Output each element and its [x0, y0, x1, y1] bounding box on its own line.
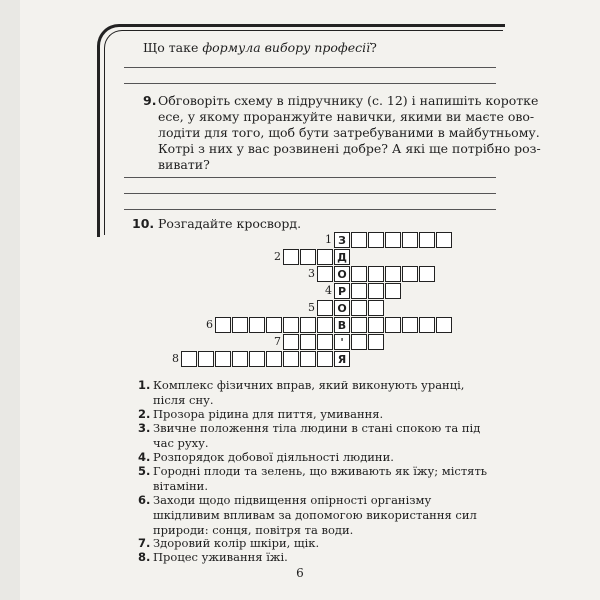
crossword-cell[interactable] [266, 317, 282, 333]
task-10-number: 10. [132, 216, 155, 231]
crossword-cell[interactable] [181, 351, 197, 367]
crossword-clue [138, 407, 500, 422]
crossword-word-number: 2 [274, 250, 281, 263]
crossword-word-number: 7 [274, 335, 281, 348]
crossword-cell[interactable] [300, 334, 316, 350]
clue-number: 1. [138, 378, 151, 392]
clue-number: 5. [138, 464, 151, 478]
crossword-cell[interactable] [385, 283, 401, 299]
crossword-cell[interactable] [300, 351, 316, 367]
clue-text: Городні плоди та зелень, що вживають як їжу; містять вітаміни. [153, 464, 488, 493]
crossword-clue [138, 464, 500, 494]
crossword-cell[interactable] [402, 266, 418, 282]
crossword-cell[interactable] [232, 351, 248, 367]
clue-text: Прозора рідина для пиття, умивання. [153, 407, 384, 421]
answer-line [124, 209, 496, 210]
crossword-cell[interactable] [198, 351, 214, 367]
clue-text: Розпорядок добової діяльності людини. [153, 450, 394, 464]
crossword-key-letter: ' [334, 334, 350, 350]
crossword-cell[interactable] [317, 317, 333, 333]
clue-number: 8. [138, 550, 151, 564]
crossword-cell[interactable] [232, 317, 248, 333]
crossword-cell[interactable] [300, 249, 316, 265]
crossword-cell[interactable] [249, 317, 265, 333]
crossword-cell[interactable] [385, 232, 401, 248]
crossword-cell[interactable] [283, 317, 299, 333]
crossword-cell[interactable] [351, 334, 367, 350]
crossword-cell[interactable] [351, 300, 367, 316]
task-9-number: 9. [143, 93, 157, 108]
crossword-cell[interactable] [215, 317, 231, 333]
crossword-cell[interactable] [368, 283, 384, 299]
crossword-cell[interactable] [317, 300, 333, 316]
crossword-cell[interactable] [419, 317, 435, 333]
page-number: 6 [296, 566, 304, 580]
crossword-clue [138, 536, 500, 551]
answer-line [124, 177, 496, 178]
crossword-cell[interactable] [351, 317, 367, 333]
clue-number: 6. [138, 493, 151, 507]
clue-text: Заходи щодо підвищення опірності організму шкідливим впливам за допомогою використання сил природи: сонця, повітря та води. [153, 493, 477, 537]
clue-number: 7. [138, 536, 151, 550]
crossword-clue [138, 550, 500, 565]
crossword-word-number: 5 [308, 301, 315, 314]
crossword-cell[interactable] [351, 266, 367, 282]
crossword-key-letter: Р [334, 283, 350, 299]
crossword-cell[interactable] [351, 232, 367, 248]
crossword-clue [138, 450, 500, 465]
task-9-line-3: лодіти для того, щоб бути затребуваними в майбутньому. [158, 125, 540, 140]
crossword-cell[interactable] [368, 266, 384, 282]
crossword-cell[interactable] [317, 249, 333, 265]
clue-text: Здоровий колір шкіри, щік. [153, 536, 320, 550]
task-9-line-4: Котрі з них у вас розвинені добре? А які ще потрібно роз- [158, 141, 541, 156]
crossword-cell[interactable] [368, 334, 384, 350]
crossword-cell[interactable] [385, 266, 401, 282]
crossword-cell[interactable] [283, 334, 299, 350]
task-9-line-5: вивати? [158, 157, 210, 172]
clue-number: 2. [138, 407, 151, 421]
clue-text: Комплекс фізичних вправ, який виконують уранці, після сну. [153, 378, 465, 407]
crossword-cell[interactable] [419, 232, 435, 248]
crossword-cell[interactable] [436, 317, 452, 333]
answer-line [124, 67, 496, 68]
crossword-cell[interactable] [317, 351, 333, 367]
crossword-cell[interactable] [317, 266, 333, 282]
crossword-cell[interactable] [385, 317, 401, 333]
crossword-cell[interactable] [368, 300, 384, 316]
answer-line [124, 83, 496, 84]
crossword-word-number: 1 [325, 233, 332, 246]
clue-text: Звичне положення тіла людини в стані спокою та під час руху. [153, 421, 481, 450]
clue-number: 4. [138, 450, 151, 464]
crossword-cell[interactable] [283, 351, 299, 367]
crossword-key-letter: Д [334, 249, 350, 265]
crossword-cell[interactable] [249, 351, 265, 367]
crossword-key-letter: В [334, 317, 350, 333]
answer-line [124, 193, 496, 194]
crossword-cell[interactable] [402, 232, 418, 248]
crossword-cell[interactable] [266, 351, 282, 367]
crossword-clue [138, 493, 500, 538]
crossword-cell[interactable] [300, 317, 316, 333]
crossword-cell[interactable] [402, 317, 418, 333]
crossword-cell[interactable] [351, 283, 367, 299]
crossword-clue [138, 378, 500, 408]
crossword-key-letter: О [334, 300, 350, 316]
crossword-word-number: 3 [308, 267, 315, 280]
task-10-title: Розгадайте кросворд. [158, 216, 302, 231]
crossword-word-number: 4 [325, 284, 332, 297]
clue-text: Процес уживання їжі. [153, 550, 288, 564]
crossword-word-number: 6 [206, 318, 213, 331]
crossword-word-number: 8 [172, 352, 179, 365]
clue-number: 3. [138, 421, 151, 435]
crossword-cell[interactable] [419, 266, 435, 282]
task-9-line-1: Обговоріть схему в підручнику (с. 12) і напишіть коротке [158, 93, 539, 108]
crossword-cell[interactable] [436, 232, 452, 248]
crossword-cell[interactable] [317, 334, 333, 350]
crossword-key-letter: З [334, 232, 350, 248]
crossword-cell[interactable] [368, 317, 384, 333]
crossword-cell[interactable] [215, 351, 231, 367]
task-9-line-2: есе, у якому проранжуйте навички, якими ви маєте ово- [158, 109, 535, 124]
crossword-cell[interactable] [368, 232, 384, 248]
crossword-clue [138, 421, 500, 451]
crossword-key-letter: О [334, 266, 350, 282]
crossword-cell[interactable] [283, 249, 299, 265]
question-formula: Що таке формула вибору професії? [143, 40, 377, 55]
crossword-key-letter: Я [334, 351, 350, 367]
